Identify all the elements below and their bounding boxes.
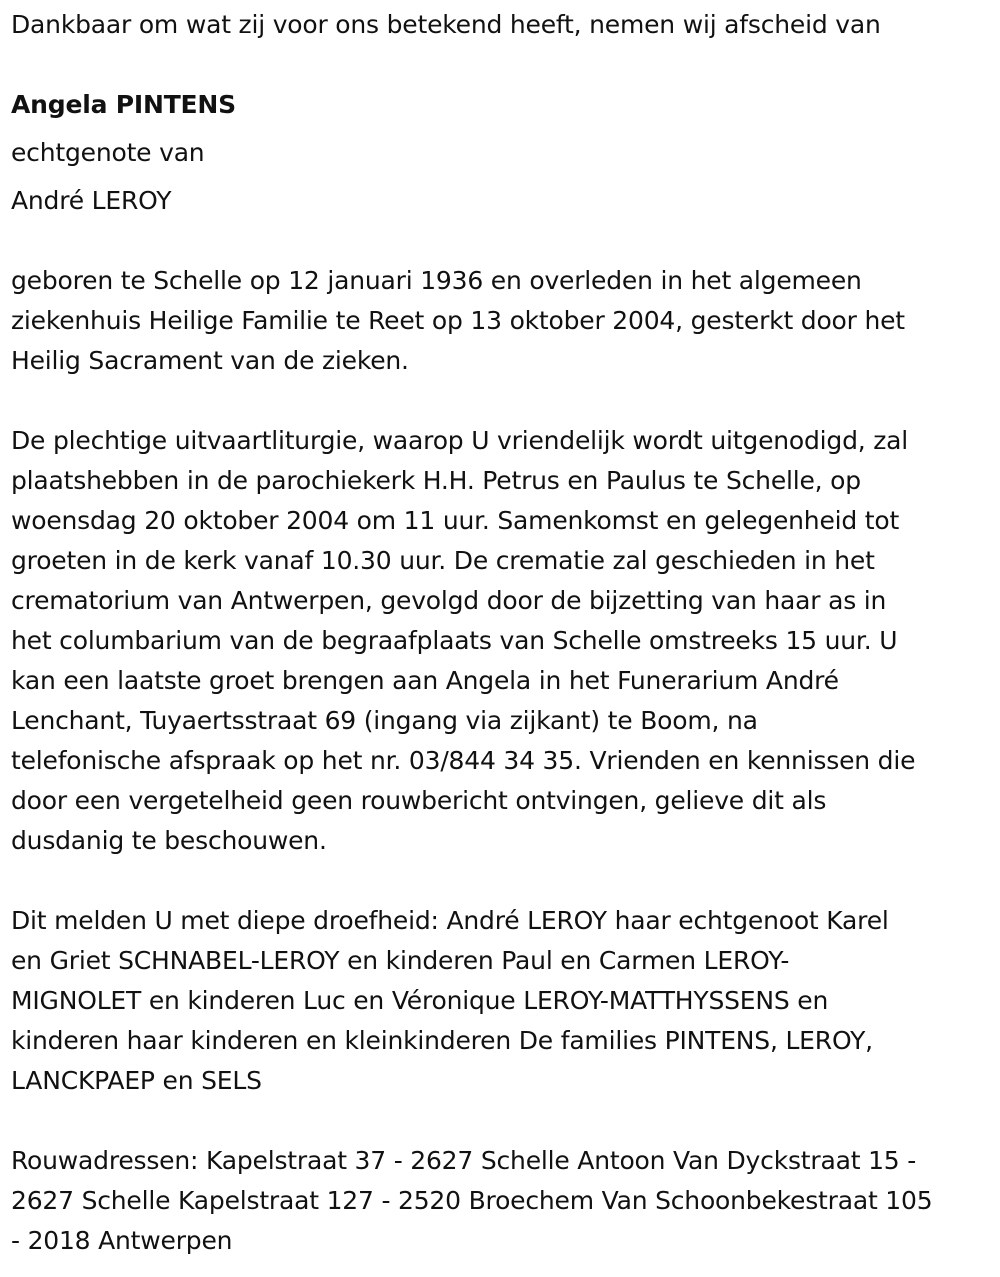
funeral-line: woensdag 20 oktober 2004 om 11 uur. Samenkomst en gelegenheid tot xyxy=(11,506,900,535)
address-line: Rouwadressen: Kapelstraat 37 - 2627 Schelle Antoon Van Dyckstraat 15 - xyxy=(11,1146,917,1175)
funeral-line: door een vergetelheid geen rouwbericht ontvingen, gelieve dit als xyxy=(11,786,827,815)
funeral-line: kan een laatste groet brengen aan Angela in het Funerarium André xyxy=(11,666,839,695)
birth-death-line: geboren te Schelle op 12 januari 1936 en overleden in het algemeen xyxy=(11,266,862,295)
relation-text: echtgenote van xyxy=(11,138,205,167)
funeral-line: groeten in de kerk vanaf 10.30 uur. De crematie zal geschieden in het xyxy=(11,546,875,575)
family-line: en Griet SCHNABEL-LEROY en kinderen Paul en Carmen LEROY- xyxy=(11,946,790,975)
family-line: Dit melden U met diepe droefheid: André LEROY haar echtgenoot Karel xyxy=(11,906,889,935)
deceased-name: Angela PINTENS xyxy=(11,90,236,119)
funeral-line: Lenchant, Tuyaertsstraat 69 (ingang via zijkant) te Boom, na xyxy=(11,706,758,735)
funeral-line: crematorium van Antwerpen, gevolgd door de bijzetting van haar as in xyxy=(11,586,887,615)
family-line: kinderen haar kinderen en kleinkinderen De families PINTENS, LEROY, xyxy=(11,1026,873,1055)
funeral-line: De plechtige uitvaartliturgie, waarop U vriendelijk wordt uitgenodigd, zal xyxy=(11,426,909,455)
funeral-line: telefonische afspraak op het nr. 03/844 34 35. Vrienden en kennissen die xyxy=(11,746,916,775)
funeral-line: plaatshebben in de parochiekerk H.H. Petrus en Paulus te Schelle, op xyxy=(11,466,861,495)
intro-line: Dankbaar om wat zij voor ons betekend heeft, nemen wij afscheid van xyxy=(11,10,881,39)
funeral-line: dusdanig te beschouwen. xyxy=(11,826,327,855)
address-line: 2627 Schelle Kapelstraat 127 - 2520 Broechem Van Schoonbekestraat 105 xyxy=(11,1186,933,1215)
birth-death-line: Heilig Sacrament van de zieken. xyxy=(11,346,409,375)
family-line: LANCKPAEP en SELS xyxy=(11,1066,262,1095)
birth-death-line: ziekenhuis Heilige Familie te Reet op 13 oktober 2004, gesterkt door het xyxy=(11,306,905,335)
address-line: - 2018 Antwerpen xyxy=(11,1226,233,1255)
spouse-name: André LEROY xyxy=(11,186,172,215)
funeral-line: het columbarium van de begraafplaats van Schelle omstreeks 15 uur. U xyxy=(11,626,898,655)
family-line: MIGNOLET en kinderen Luc en Véronique LEROY-MATTHYSSENS en xyxy=(11,986,829,1015)
